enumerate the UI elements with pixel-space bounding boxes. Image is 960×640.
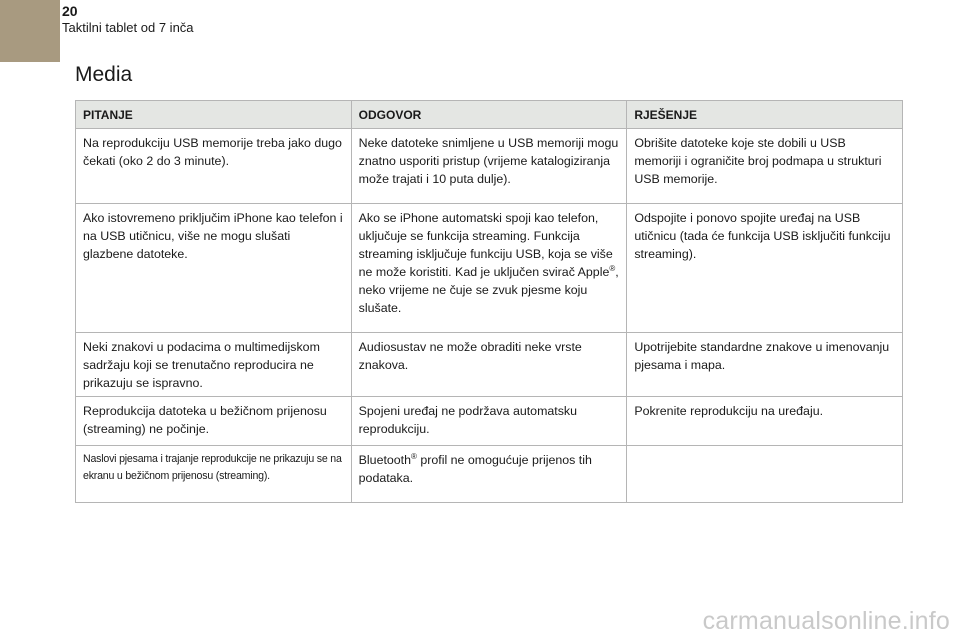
header-question: PITANJE [76,101,352,129]
answer-text-end: , neko vrijeme ne čuje se zvuk pjesme koju slušate. [358,265,619,315]
question-cell: Ako istovremeno priključim iPhone kao telefon i na USB utičnicu, više ne mogu slušati glazbene datoteke. [76,204,352,333]
registered-mark: ® [609,264,616,273]
page-number: 20 [62,3,78,19]
watermark-logo: carmanualsonline.info [702,607,950,635]
solution-cell: Obrišite datoteke koje ste dobili u USB memoriji i ograničite broj podmapa u strukturi USB memorije. [627,129,903,204]
answer-cell [351,446,627,503]
table-row [76,204,903,333]
page-color-tab [0,0,60,62]
table-row [76,129,903,204]
registered-mark: ® [411,452,417,461]
answer-text: Bluetooth [358,453,412,467]
section-header: Taktilni tablet od 7 inča [62,20,194,35]
solution-cell: Odspojite i ponovo spojite uređaj na USB utičnicu (tada će funkcija USB isključiti funkciju streaming). [627,204,903,333]
question-cell: Naslovi pjesama i trajanje reprodukcije ne prikazuju se na ekranu u bežičnom prijenosu (streaming). [76,446,352,503]
solution-cell [627,446,903,503]
table-row [76,333,903,397]
answer-cell: Audiosustav ne može obraditi neke vrste znakova. [351,333,627,397]
question-cell: Reprodukcija datoteka u bežičnom prijenosu (streaming) ne počinje. [76,397,352,446]
solution-cell: Upotrijebite standardne znakove u imenovanju pjesama i mapa. [627,333,903,397]
answer-cell: Neke datoteke snimljene u USB memoriji mogu znatno usporiti pristup (vrijeme katalogiziranja može trajati i 10 puta dulje). [351,129,627,204]
header-answer: ODGOVOR [351,101,627,129]
faq-table [75,100,903,503]
answer-cell: Spojeni uređaj ne podržava automatsku reprodukciju. [351,397,627,446]
table-header-row [76,101,903,129]
table-row [76,397,903,446]
page-title: Media [75,63,133,86]
question-cell: Na reprodukciju USB memorije treba jako dugo čekati (oko 2 do 3 minute). [76,129,352,204]
answer-text: Ako se iPhone automatski spoji kao telefon, uključuje se funkcija streaming. Funkcija streaming isključuje funkciju USB, koja se više ne može koristiti. Kad je uključen svirač Apple [358,211,613,279]
table-row [76,446,903,503]
question-cell: Neki znakovi u podacima o multimedijskom sadržaju koji se trenutačno reproducira ne prikazuju se ispravno. [76,333,352,397]
answer-text-end: profil ne omogućuje prijenos tih podataka. [358,453,592,485]
header-solution: RJEŠENJE [627,101,903,129]
answer-cell [351,204,627,333]
solution-cell: Pokrenite reprodukciju na uređaju. [627,397,903,446]
